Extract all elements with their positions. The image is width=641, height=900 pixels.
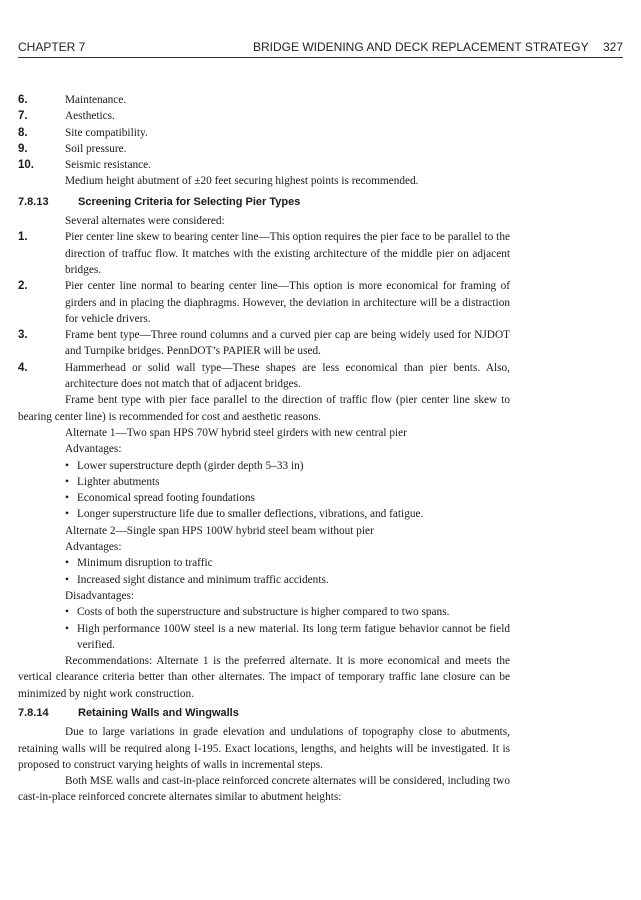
- section-title: Screening Criteria for Selecting Pier Types: [78, 195, 301, 208]
- section-number: 7.8.13: [18, 195, 49, 208]
- item-text: Economical spread footing foundations: [77, 492, 255, 505]
- frame-bent-recommendation: Frame bent type with pier face parallel to the direction of traffic flow (pier center line skew to bearing center line) is recommended for cost and aesthetic reasons.: [18, 394, 510, 423]
- item-number: 2.: [18, 280, 28, 293]
- recommendations-paragraph: Recommendations: Alternate 1 is the preferred alternate. It is more economical and meets the vertical clearance criteria better than other alternates. The impact of temporary traffic lane closure can be minimized by night work construction.: [18, 655, 510, 700]
- item-text: Seismic resistance.: [65, 159, 151, 172]
- list-item: [18, 92, 510, 108]
- header-rule: [18, 57, 623, 58]
- list-item: [18, 474, 510, 490]
- running-title: BRIDGE WIDENING AND DECK REPLACEMENT STRATEGY: [253, 40, 589, 54]
- list-item: [18, 108, 510, 124]
- section-title: Retaining Walls and Wingwalls: [78, 706, 239, 719]
- item-text: Pier center line skew to bearing center line—This option requires the pier face to be parallel to the direction of traffuc flow. It matches with the existing architecture of the middle pier on adjacent bridges.: [65, 231, 510, 276]
- item-number: 9.: [18, 142, 28, 155]
- page-body: [18, 92, 510, 806]
- item-text: Site compatibility.: [65, 126, 148, 139]
- list-item: [18, 229, 510, 278]
- list-item: [18, 125, 510, 141]
- list-item: [18, 360, 510, 393]
- list-item: [18, 157, 510, 173]
- list-item: [18, 604, 510, 620]
- bullet-icon: •: [65, 508, 69, 521]
- alternate-2-title: Alternate 2—Single span HPS 100W hybrid steel beam without pier: [65, 524, 374, 537]
- item-number: 4.: [18, 361, 28, 374]
- bullet-icon: •: [65, 492, 69, 505]
- section-heading-7-8-14: [18, 705, 510, 721]
- item-text: Soil pressure.: [65, 142, 127, 155]
- item-number: 8.: [18, 126, 28, 139]
- item-text: High performance 100W steel is a new material. Its long term fatigue behavior cannot be field verified.: [77, 622, 510, 651]
- section-heading-7-8-13: [18, 194, 510, 210]
- list-item: [18, 458, 510, 474]
- list-item: [18, 621, 510, 654]
- bullet-icon: •: [65, 557, 69, 570]
- abutment-recommendation: Medium height abutment of ±20 feet securing highest points is recommended.: [65, 175, 419, 188]
- alternate-1-title: Alternate 1—Two span HPS 70W hybrid steel girders with new central pier: [65, 426, 407, 439]
- list-item: [18, 572, 510, 588]
- bullet-icon: •: [65, 622, 69, 635]
- list-item: [18, 555, 510, 571]
- item-number: 7.: [18, 110, 28, 123]
- bullet-icon: •: [65, 459, 69, 472]
- bullet-icon: •: [65, 573, 69, 586]
- list-item: [18, 141, 510, 157]
- chapter-label: CHAPTER 7: [18, 40, 86, 54]
- item-text: Maintenance.: [65, 94, 127, 106]
- walls-paragraph-1: Due to large variations in grade elevation and undulations of topography close to abutments, retaining walls will be required along I-195. Exact locations, lengths, and heights will be investigated. It is proposed to construct varying heights of walls in incremental steps.: [18, 726, 510, 771]
- item-number: 6.: [18, 94, 28, 106]
- item-text: Pier center line normal to bearing center line—This option is more economical for framing of girders and in placing the diaphragms. However, the deviation in architecture will be a distraction for vehicle drivers.: [65, 280, 510, 325]
- item-text: Minimum disruption to traffic: [77, 557, 213, 570]
- running-header: [18, 40, 623, 56]
- item-text: Longer superstructure life due to smaller deflections, vibrations, and fatigue.: [77, 508, 424, 521]
- item-text: Aesthetics.: [65, 110, 115, 123]
- list-item: [18, 490, 510, 506]
- item-text: Costs of both the superstructure and substructure is higher compared to two spans.: [77, 606, 450, 619]
- list-item: [18, 327, 510, 360]
- item-text: Lighter abutments: [77, 475, 160, 488]
- item-text: Increased sight distance and minimum traffic accidents.: [77, 573, 329, 586]
- bullet-icon: •: [65, 606, 69, 619]
- walls-paragraph-2: Both MSE walls and cast-in-place reinforced concrete alternates will be considered, including two cast-in-place reinforced concrete alternates similar to abutment heights:: [18, 775, 510, 804]
- item-number: 3.: [18, 329, 28, 342]
- item-text: Hammerhead or solid wall type—These shapes are less economical than pier bents. Also, architecture does not match that of adjacent bridges.: [65, 361, 510, 391]
- item-number: 10.: [18, 159, 34, 172]
- pier-type-list: [18, 229, 510, 392]
- item-number: 1.: [18, 231, 28, 244]
- bullet-icon: •: [65, 475, 69, 488]
- alternates-intro: Several alternates were considered:: [65, 215, 225, 228]
- item-text: Lower superstructure depth (girder depth 5–33 in): [77, 459, 304, 472]
- criteria-list: [18, 92, 510, 173]
- list-item: [18, 278, 510, 327]
- item-text: Frame bent type—Three round columns and a curved pier cap are being widely used for NJDOT and Turnpike bridges. PennDOT’s PAPIER will be used.: [65, 329, 510, 358]
- page-number: 327: [602, 40, 623, 54]
- list-item: [18, 506, 510, 522]
- alternate-2-advantages-label: Advantages:: [65, 541, 122, 554]
- section-number: 7.8.14: [18, 706, 49, 719]
- alternate-1-advantages-label: Advantages:: [65, 443, 122, 456]
- alternate-2-disadvantages-label: Disadvantages:: [65, 589, 135, 602]
